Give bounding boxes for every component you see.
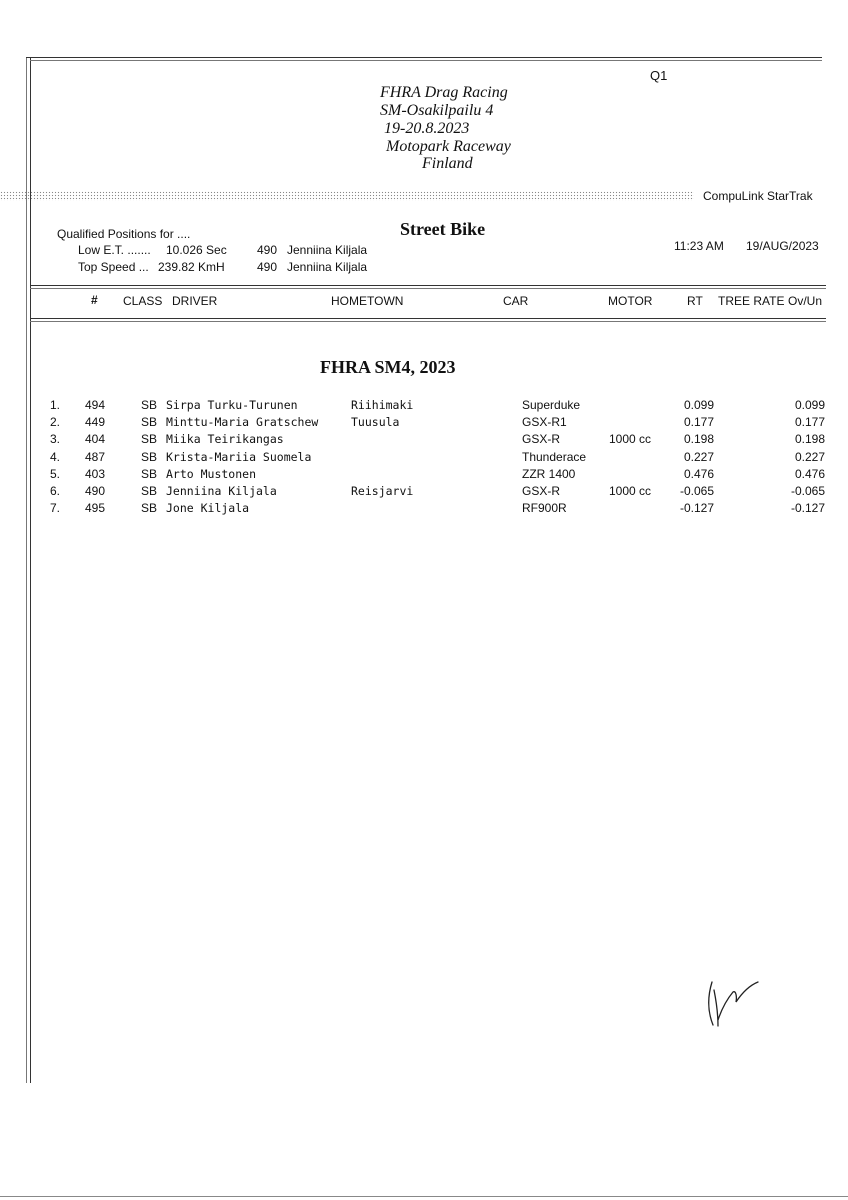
col-motor: MOTOR xyxy=(608,294,653,308)
system-label: CompuLink StarTrak xyxy=(703,189,813,203)
row-rt: 0.476 xyxy=(683,466,714,481)
row-rt: 0.099 xyxy=(683,398,714,412)
table-row xyxy=(0,414,848,431)
header-line-1: FHRA Drag Racing xyxy=(380,84,508,101)
table-row xyxy=(0,397,848,414)
row-driver: Sirpa Turku-Turunen xyxy=(166,398,298,412)
row-position: 2. xyxy=(50,415,61,430)
report-date: 19/AUG/2023 xyxy=(746,239,819,253)
row-car: GSX-R xyxy=(522,484,561,498)
row-position: 6. xyxy=(50,484,61,498)
table-row xyxy=(0,500,848,517)
row-hometown: Reisjarvi xyxy=(351,484,414,498)
col-rt: RT xyxy=(687,294,703,308)
top-speed-driver: Jenniina Kiljala xyxy=(287,260,368,274)
frame-top-inner xyxy=(30,60,822,61)
row-rt: 0.227 xyxy=(683,449,714,464)
header-line-5: Finland xyxy=(422,155,473,172)
row-hometown: Tuusula xyxy=(351,415,400,430)
row-class: SB xyxy=(141,484,158,498)
row-position: 3. xyxy=(50,432,61,447)
row-number: 404 xyxy=(85,432,106,447)
class-title: Street Bike xyxy=(400,219,486,239)
row-class: SB xyxy=(141,398,158,412)
qualified-heading: Qualified Positions for .... xyxy=(57,227,191,241)
row-number: 487 xyxy=(85,449,106,464)
row-ovun: 0.198 xyxy=(794,432,825,447)
row-ovun: 0.177 xyxy=(794,415,825,430)
column-rule-top xyxy=(30,285,826,286)
top-speed-number: 490 xyxy=(257,260,278,274)
row-driver: Jone Kiljala xyxy=(166,501,250,516)
row-driver: Minttu-Maria Gratschew xyxy=(166,415,319,430)
col-hometown: HOMETOWN xyxy=(331,294,404,308)
row-driver: Krista-Mariia Suomela xyxy=(166,449,312,464)
low-et-value: 10.026 Sec xyxy=(166,243,227,257)
dotted-band xyxy=(0,191,694,201)
frame-left-inner xyxy=(30,58,31,1083)
row-rt: -0.065 xyxy=(679,484,714,498)
table-row xyxy=(0,449,848,466)
row-position: 1. xyxy=(50,398,61,412)
signature xyxy=(700,970,770,1040)
col-number: # xyxy=(91,293,98,307)
row-motor: 1000 cc xyxy=(609,484,652,498)
table-row xyxy=(0,483,848,500)
col-tree-rate: TREE RATE xyxy=(718,294,785,308)
row-class: SB xyxy=(141,501,158,516)
col-class: CLASS xyxy=(123,294,163,308)
frame-left-outer xyxy=(26,58,27,1083)
row-car: Superduke xyxy=(522,398,581,412)
row-number: 495 xyxy=(85,501,106,516)
row-hometown: Riihimaki xyxy=(351,398,414,412)
row-number: 449 xyxy=(85,415,106,430)
top-speed-value: 239.82 KmH xyxy=(158,260,225,274)
low-et-label: Low E.T. ....... xyxy=(78,243,151,257)
row-class: SB xyxy=(141,449,158,464)
row-class: SB xyxy=(141,432,158,447)
row-class: SB xyxy=(141,415,158,430)
q-label: Q1 xyxy=(650,68,668,83)
row-car: GSX-R xyxy=(522,432,561,447)
low-et-number: 490 xyxy=(257,243,278,257)
row-motor: 1000 cc xyxy=(609,432,652,447)
col-car: CAR xyxy=(503,294,529,308)
row-driver: Arto Mustonen xyxy=(166,466,257,481)
top-speed-label: Top Speed ... xyxy=(78,260,149,274)
row-position: 5. xyxy=(50,466,61,481)
header-line-4: Motopark Raceway xyxy=(386,138,511,155)
event-title: FHRA SM4, 2023 xyxy=(320,357,456,377)
row-position: 7. xyxy=(50,501,61,516)
header-line-3: 19-20.8.2023 xyxy=(384,120,470,137)
col-driver: DRIVER xyxy=(172,294,218,308)
row-rt: 0.177 xyxy=(683,415,714,430)
low-et-driver: Jenniina Kiljala xyxy=(287,243,368,257)
column-rule-bottom xyxy=(30,318,826,319)
row-position: 4. xyxy=(50,449,61,464)
row-ovun: 0.099 xyxy=(794,398,825,412)
header-line-2: SM-Osakilpailu 4 xyxy=(380,102,494,119)
row-car: GSX-R1 xyxy=(522,415,567,430)
row-car: RF900R xyxy=(522,501,567,516)
row-car: Thunderace xyxy=(522,449,587,464)
row-ovun: -0.065 xyxy=(790,484,825,498)
column-rule-top-2 xyxy=(30,288,826,289)
table-row xyxy=(0,466,848,483)
col-ovun: Ov/Un xyxy=(788,294,823,308)
table-row xyxy=(0,431,848,448)
frame-top-outer xyxy=(26,57,822,58)
row-number: 494 xyxy=(85,398,106,412)
row-ovun: -0.127 xyxy=(790,501,825,516)
page-bottom-line xyxy=(0,1196,848,1197)
row-car: ZZR 1400 xyxy=(522,466,576,481)
report-time: 11:23 AM xyxy=(674,239,724,253)
row-ovun: 0.227 xyxy=(794,449,825,464)
row-driver: Jenniina Kiljala xyxy=(166,484,277,498)
row-number: 403 xyxy=(85,466,106,481)
row-number: 490 xyxy=(85,484,106,498)
row-rt: -0.127 xyxy=(679,501,714,516)
row-rt: 0.198 xyxy=(683,432,714,447)
row-class: SB xyxy=(141,466,158,481)
column-rule-bottom-2 xyxy=(30,321,826,322)
row-driver: Miika Teirikangas xyxy=(166,432,284,447)
row-ovun: 0.476 xyxy=(794,466,825,481)
